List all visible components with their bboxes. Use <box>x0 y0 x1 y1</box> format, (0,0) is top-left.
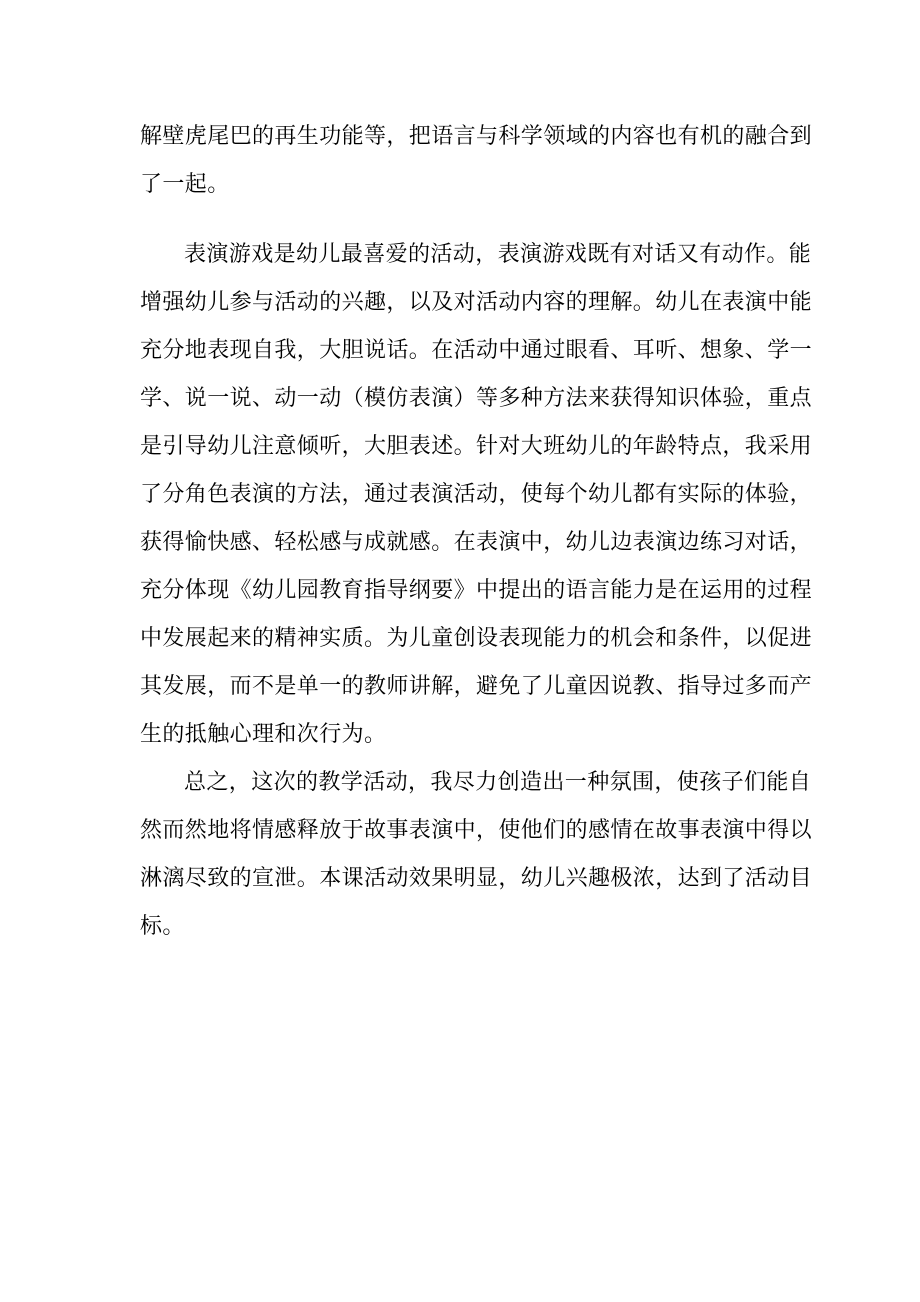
text-line: 中发展起来的精神实质。为儿童创设表现能力的机会和条件，以促进 <box>140 626 813 651</box>
text-line: 了分角色表演的方法，通过表演活动，使每个幼儿都有实际的体验， <box>140 482 813 507</box>
text-line: 淋漓尽致的宣泄。本课活动效果明显，幼儿兴趣极浓，达到了活动目 <box>140 866 813 891</box>
text-line: 增强幼儿参与活动的兴趣，以及对活动内容的理解。幼儿在表演中能 <box>140 290 813 315</box>
text-line: 然而然地将情感释放于故事表演中，使他们的感情在故事表演中得以 <box>140 818 813 843</box>
text-line: 其发展，而不是单一的教师讲解，避免了儿童因说教、指导过多而产 <box>140 674 813 699</box>
text-line: 获得愉快感、轻松感与成就感。在表演中，幼儿边表演边练习对话， <box>140 530 813 555</box>
text-line: 是引导幼儿注意倾听，大胆表述。针对大班幼儿的年龄特点，我采用 <box>140 434 813 459</box>
text-line: 充分体现《幼儿园教育指导纲要》中提出的语言能力是在运用的过程 <box>140 578 813 603</box>
text-line: 学、说一说、动一动（模仿表演）等多种方法来获得知识体验，重点 <box>140 386 813 411</box>
text-line: 生的抵触心理和次行为。 <box>140 722 387 747</box>
text-line: 充分地表现自我，大胆说话。在活动中通过眼看、耳听、想象、学一 <box>140 338 813 363</box>
text-line: 解壁虎尾巴的再生功能等，把语言与科学领域的内容也有机的融合到 <box>140 124 813 149</box>
paragraph-first-line: 总之，这次的教学活动，我尽力创造出一种氛围，使孩子们能自 <box>184 770 812 795</box>
text-line: 了一起。 <box>140 172 230 197</box>
paragraph-first-line: 表演游戏是幼儿最喜爱的活动，表演游戏既有对话又有动作。能 <box>184 242 812 267</box>
text-line: 标。 <box>140 914 185 939</box>
